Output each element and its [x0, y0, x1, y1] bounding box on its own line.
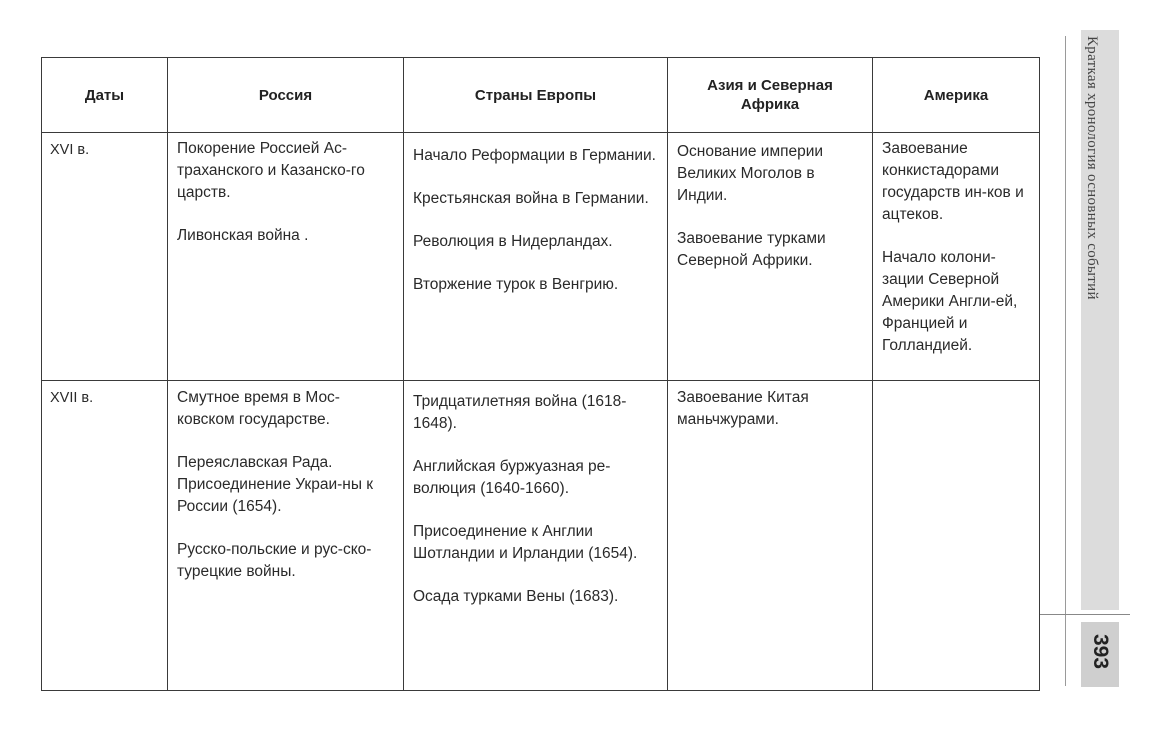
cell-entry: Революция в Нидерландах. [413, 233, 613, 250]
header-russia: Россия [168, 58, 404, 133]
cell-entry: Начало колони-зации Северной Америки Англи-ей, Францией и Голландией. [882, 249, 1018, 354]
header-dates: Даты [42, 58, 168, 133]
cell-entry: Ливонская война . [177, 227, 309, 244]
cell-entry: Завоевание конкистадорами государств ин-ков и ацтеков. [882, 140, 1024, 223]
date-cell: XVII в. [42, 381, 168, 691]
cell-entry: Основание империи Великих Моголов в Индии. [677, 143, 824, 204]
asia-cell [668, 381, 873, 691]
running-title: Краткая хронология основных событий [1084, 36, 1100, 300]
cell-entry: Завоевание турками Северной Африки. [677, 230, 826, 269]
cell-entry: Осада турками Вены (1683). [413, 588, 619, 605]
crop-mark [1040, 614, 1130, 615]
cell-entry: Английская буржуазная ре-волюция (1640-1660). [413, 458, 611, 497]
cell-entry: Завоевание Китая маньчжурами. [677, 389, 809, 428]
cell-entry: Начало Реформации в Германии. [413, 147, 656, 164]
header-america: Америка [873, 58, 1040, 133]
russia-cell [168, 381, 404, 691]
cell-entry: Смутное время в Мос-ковском государстве. [177, 389, 340, 428]
table-row [42, 381, 1040, 691]
europe-cell [404, 381, 668, 691]
header-asia-africa: Азия и Северная Африка [668, 58, 873, 133]
europe-cell [404, 133, 668, 381]
margin-rule [1065, 36, 1066, 686]
cell-entry: Вторжение турок в Венгрию. [413, 276, 619, 293]
date-cell: XVI в. [42, 133, 168, 381]
america-cell [873, 133, 1040, 381]
russia-cell [168, 133, 404, 381]
cell-entry: Тридцатилетняя война (1618-1648). [413, 393, 627, 432]
cell-entry: Переяславская Рада. Присоединение Украи-ны к России (1654). [177, 454, 374, 515]
cell-entry: Крестьянская война в Германии. [413, 190, 649, 207]
table-row [42, 133, 1040, 381]
asia-cell [668, 133, 873, 381]
cell-entry: Присоединение к Англии Шотландии и Ирландии (1654). [413, 523, 638, 562]
cell-entry: Русско-польские и рус-ско-турецкие войны. [177, 541, 372, 580]
header-europe: Страны Европы [404, 58, 668, 133]
page-number: 393 [1089, 634, 1112, 670]
cell-entry: Покорение Россией Ас-траханского и Казанско-го царств. [177, 140, 365, 201]
chronology-table [41, 57, 1040, 691]
table-header-row [42, 58, 1040, 133]
america-cell [873, 381, 1040, 691]
